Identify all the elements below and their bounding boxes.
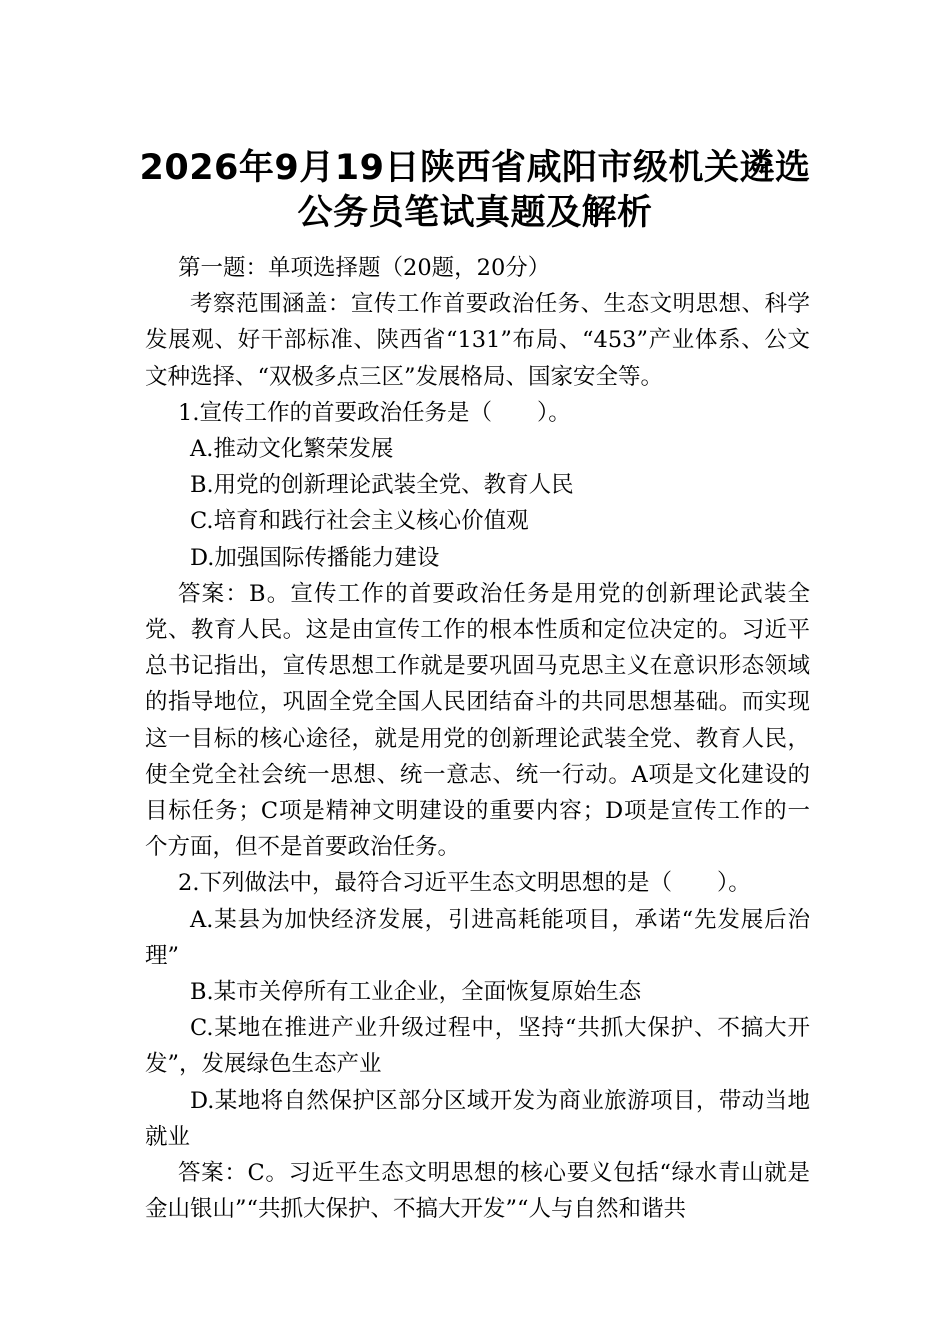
- question-1-option-b: B.用党的创新理论武装全党、教育人民: [190, 472, 574, 499]
- document-title-line-1: 2026年9月19日陕西省咸阳市级机关遴选: [139, 148, 811, 188]
- question-1-answer: 答案：B。宣传工作的首要政治任务是用党的创新理论武装全党、教育人民。这是由宣传工作的根本性质和定位决定的。习近平总书记指出，宣传思想工作就是要巩固马克思主义在意识形态领域的指导地位，巩固全党全国人民团结奋斗的共同思想基础。而实现这一目标的核心途径，就是用党的创新理论武装全党、教育人民，使全党全社会统一思想、统一意志、统一行动。A项是文化建设的目标任务；C项是精神文明建设的重要内容；D项是宣传工作的一个方面，但不是首要政治任务。: [145, 580, 810, 861]
- question-2-option-b: B.某市关停所有工业企业，全面恢复原始生态: [190, 979, 642, 1006]
- question-1-option-c: C.培育和践行社会主义核心价值观: [190, 508, 529, 535]
- question-1-option-a: A.推动文化繁荣发展: [190, 436, 394, 463]
- question-2-stem: 2.下列做法中，最符合习近平生态文明思想的是（ ）。: [178, 870, 751, 897]
- question-2-option-c: C.某地在推进产业升级过程中，坚持“共抓大保护、不搞大开发”，发展绿色生态产业: [145, 1015, 810, 1078]
- question-2-answer: 答案：C。习近平生态文明思想的核心要义包括“绿水青山就是金山银山”“共抓大保护、不搞大开发”“人与自然和谐共: [145, 1160, 810, 1223]
- exam-scope-paragraph: 考察范围涵盖：宣传工作首要政治任务、生态文明思想、科学发展观、好干部标准、陕西省“131”布局、“453”产业体系、公文文种选择、“双极多点三区”发展格局、国家安全等。: [145, 291, 810, 390]
- question-2-option-a: A.某县为加快经济发展，引进高耗能项目，承诺“先发展后治理”: [145, 906, 810, 969]
- document-title-line-2: 公务员笔试真题及解析: [297, 193, 653, 233]
- section-heading: 第一题：单项选择题（20题，20分）: [178, 255, 551, 281]
- question-1-option-d: D.加强国际传播能力建设: [190, 544, 440, 571]
- document-body: [145, 250, 810, 1227]
- question-1-stem: 1.宣传工作的首要政治任务是（ ）。: [178, 399, 571, 426]
- question-2-option-d: D.某地将自然保护区部分区域开发为商业旅游项目，带动当地就业: [145, 1087, 810, 1150]
